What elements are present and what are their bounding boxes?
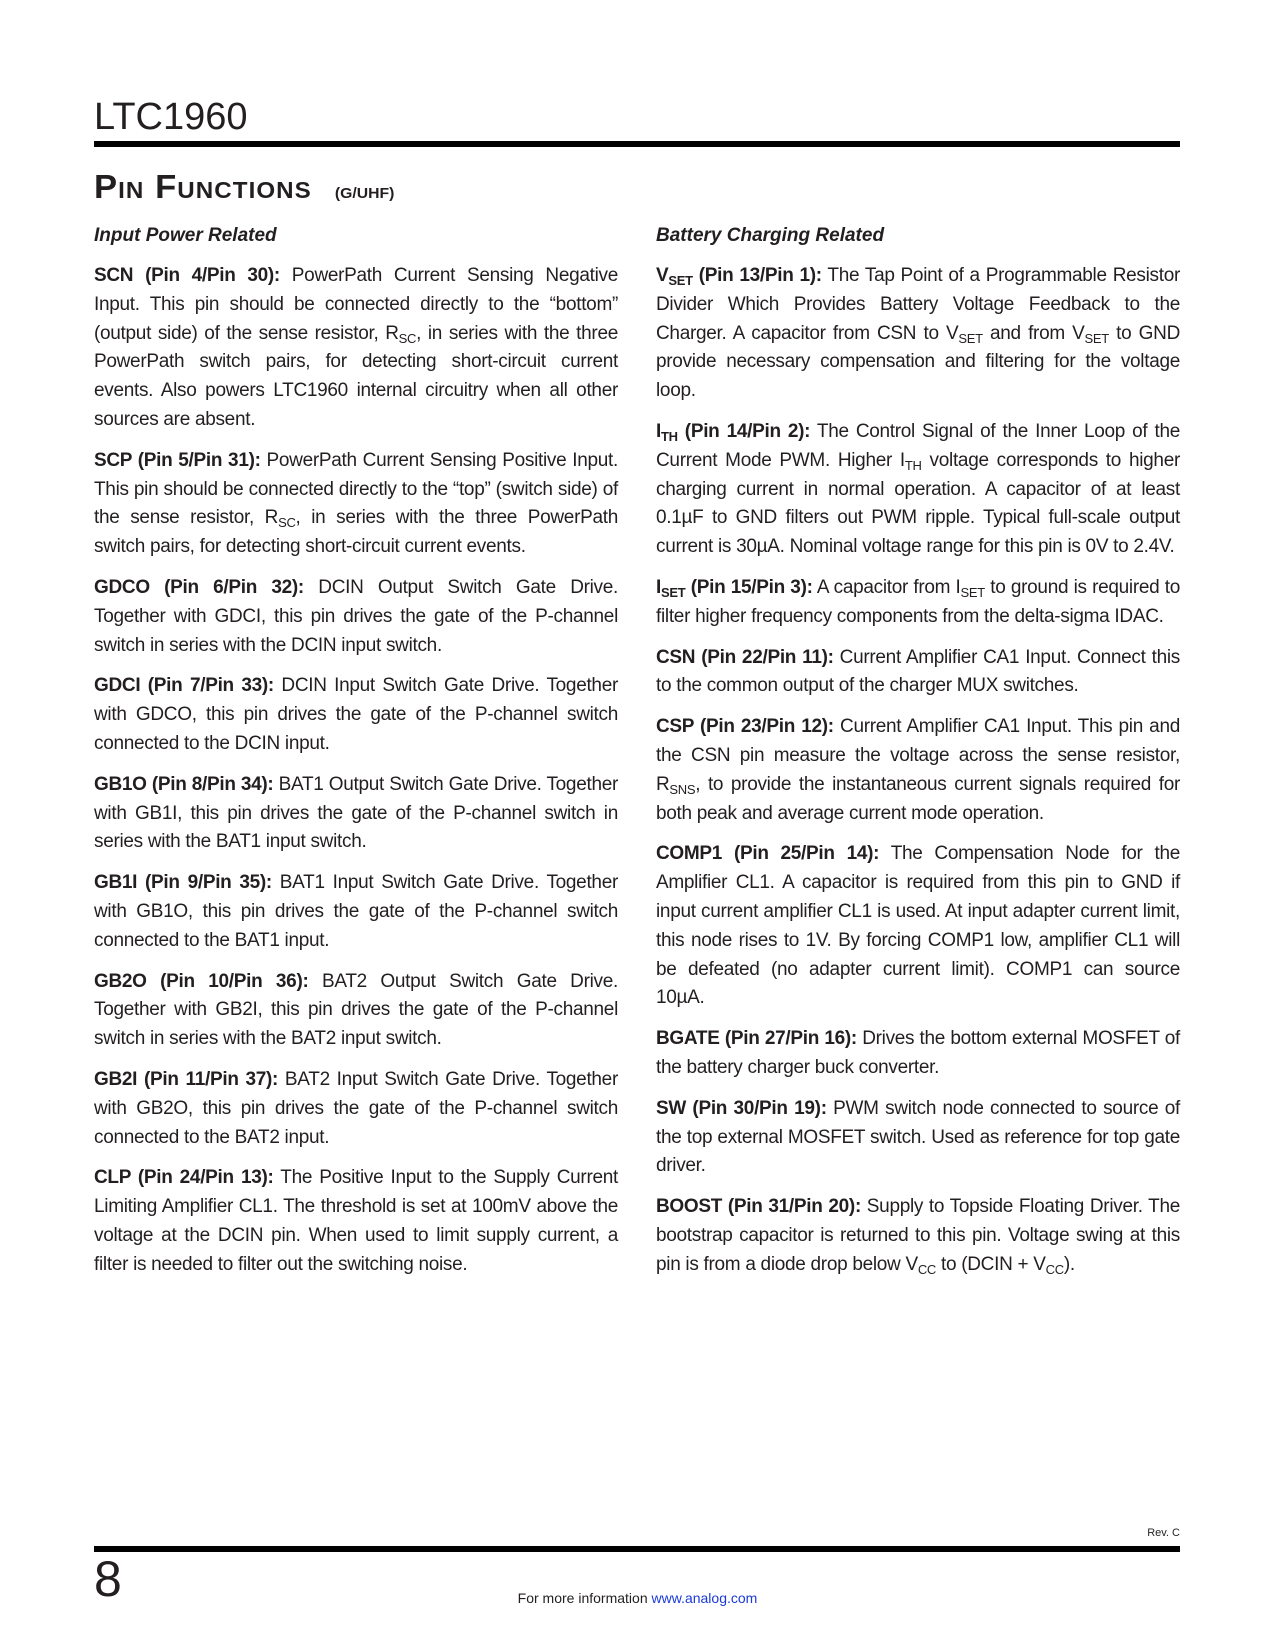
pin-scp: SCP (Pin 5/Pin 31): PowerPath Current Sensing Positive Input. This pin should be connected directly to the “top” (switch side) of the sense resistor, $R_{SC}$, in series with the three PowerPath switch pairs, for detecting short-circuit current events. <box>94 449 618 558</box>
pin-gdci: GDCI (Pin 7/Pin 33): DCIN Input Switch Gate Drive. Together with GDCO, this pin drives the gate of the P-channel switch connected to the DCIN input. <box>94 675 618 754</box>
pin-clp: CLP (Pin 24/Pin 13): The Positive Input to the Supply Current Limiting Amplifier CL1. The threshold is set at 100mV above the voltage at the DCIN pin. When used to limit supply current, a filter is needed to filter out the switching noise. <box>94 1167 618 1275</box>
pin-scn: SCN (Pin 4/Pin 30): PowerPath Current Sensing Negative Input. This pin should be connected directly to the “bottom” (output side) of the sense resistor, $R_{SC}$, in series with the three PowerPath switch pairs, for detecting short-circuit current events. Also powers LTC1960 internal circuitry when all other sources are absent. <box>94 265 619 430</box>
pin-vset: $V_{SET}$ (Pin 13/Pin 1): The Tap Point of a Programmable Resistor Divider Which Provides Battery Voltage Feedback to the Charger. A capacitor from CSN to $V_{SET}$ and from $V_{SET}$ to GND provide necessary compensation and filtering for the voltage loop. <box>656 265 1180 402</box>
page-number: 8 <box>94 1551 122 1607</box>
revision-label: Rev. C <box>1147 1527 1180 1539</box>
right-column-heading: Battery Charging Related <box>656 225 885 246</box>
pin-gdco: GDCO (Pin 6/Pin 32): DCIN Output Switch Gate Drive. Together with GDCI, this pin drives the gate of the P-channel switch in series with the DCIN input switch. <box>94 576 619 656</box>
footer-info <box>0 1590 1275 1606</box>
pin-csn: CSN (Pin 22/Pin 11): Current Amplifier CA1 Input. Connect this to the common output of the charger MUX switches. <box>656 646 1180 697</box>
header-rule <box>94 141 1180 147</box>
pin-csp: CSP (Pin 23/Pin 12): Current Amplifier CA1 Input. This pin and the CSN pin measure the voltage across the sense resistor, $R_{SNS}$, to provide the instantaneous current signals required for both peak and average current mode operation. <box>656 716 1180 824</box>
left-column-heading: Input Power Related <box>94 225 277 246</box>
footer-rule <box>94 1546 1180 1552</box>
pin-gb2i: GB2I (Pin 11/Pin 37): BAT2 Input Switch Gate Drive. Together with GB2O, this pin drives the gate of the P-channel switch connected to the BAT2 input. <box>94 1068 618 1148</box>
pin-boost: BOOST (Pin 31/Pin 20): Supply to Topside Floating Driver. The bootstrap capacitor is returned to this pin. Voltage swing at this pin is from a diode drop below $V_{CC}$ to (DCIN + $V_{CC}$). <box>656 1196 1181 1277</box>
pin-gb1i: GB1I (Pin 9/Pin 35): BAT1 Input Switch Gate Drive. Together with GB1O, this pin drives the gate of the P-channel switch connected to the BAT1 input. <box>94 872 618 951</box>
pin-ith: $I_{TH}$ (Pin 14/Pin 2): The Control Signal of the Inner Loop of the Current Mode PWM. Higher $I_{TH}$ voltage corresponds to higher charging current in normal operation. A capacitor of at least 0.1µF to GND filters out PWM ripple. Typical full-scale output current is 30µA. Nominal voltage range for this pin is 0V to 2.4V. <box>656 420 1180 558</box>
pin-bgate: BGATE (Pin 27/Pin 16): Drives the bottom external MOSFET of the battery charger buck converter. <box>656 1028 1180 1078</box>
pin-gb2o: GB2O (Pin 10/Pin 36): BAT2 Output Switch Gate Drive. Together with GB2I, this pin drives the gate of the P-channel switch in series with the BAT2 input switch. <box>94 970 618 1050</box>
analog-link[interactable]: www.analog.com <box>651 1590 758 1606</box>
package-label: (G/UHF) <box>334 185 395 202</box>
part-number: LTC1960 <box>94 96 248 138</box>
left-column <box>94 222 618 1292</box>
pin-iset: $I_{SET}$ (Pin 15/Pin 3): A capacitor from $I_{SET}$ to ground is required to filter higher frequency components from the delta-sigma IDAC. <box>656 576 1180 627</box>
right-column <box>656 222 1180 1292</box>
pin-sw: SW (Pin 30/Pin 19): PWM switch node connected to source of the top external MOSFET switch. Used as reference for top gate driver. <box>656 1097 1181 1177</box>
pin-comp1: COMP1 (Pin 25/Pin 14): The Compensation Node for the Amplifier CL1. A capacitor is required from this pin to GND if input current amplifier CL1 is used. At input adapter current limit, this node rises to 1V. By forcing COMP1 low, amplifier CL1 will be defeated (no adapter current limit). COMP1 can source 10µA. <box>656 843 1180 1009</box>
more-info-text: For more information <box>517 1590 648 1606</box>
pin-gb1o: GB1O (Pin 8/Pin 34): BAT1 Output Switch Gate Drive. Together with GB1I, this pin drives the gate of the P-channel switch in series with the BAT1 input switch. <box>94 773 619 853</box>
section-title <box>94 170 394 203</box>
section-title-text: Pin Functions <box>94 168 312 205</box>
